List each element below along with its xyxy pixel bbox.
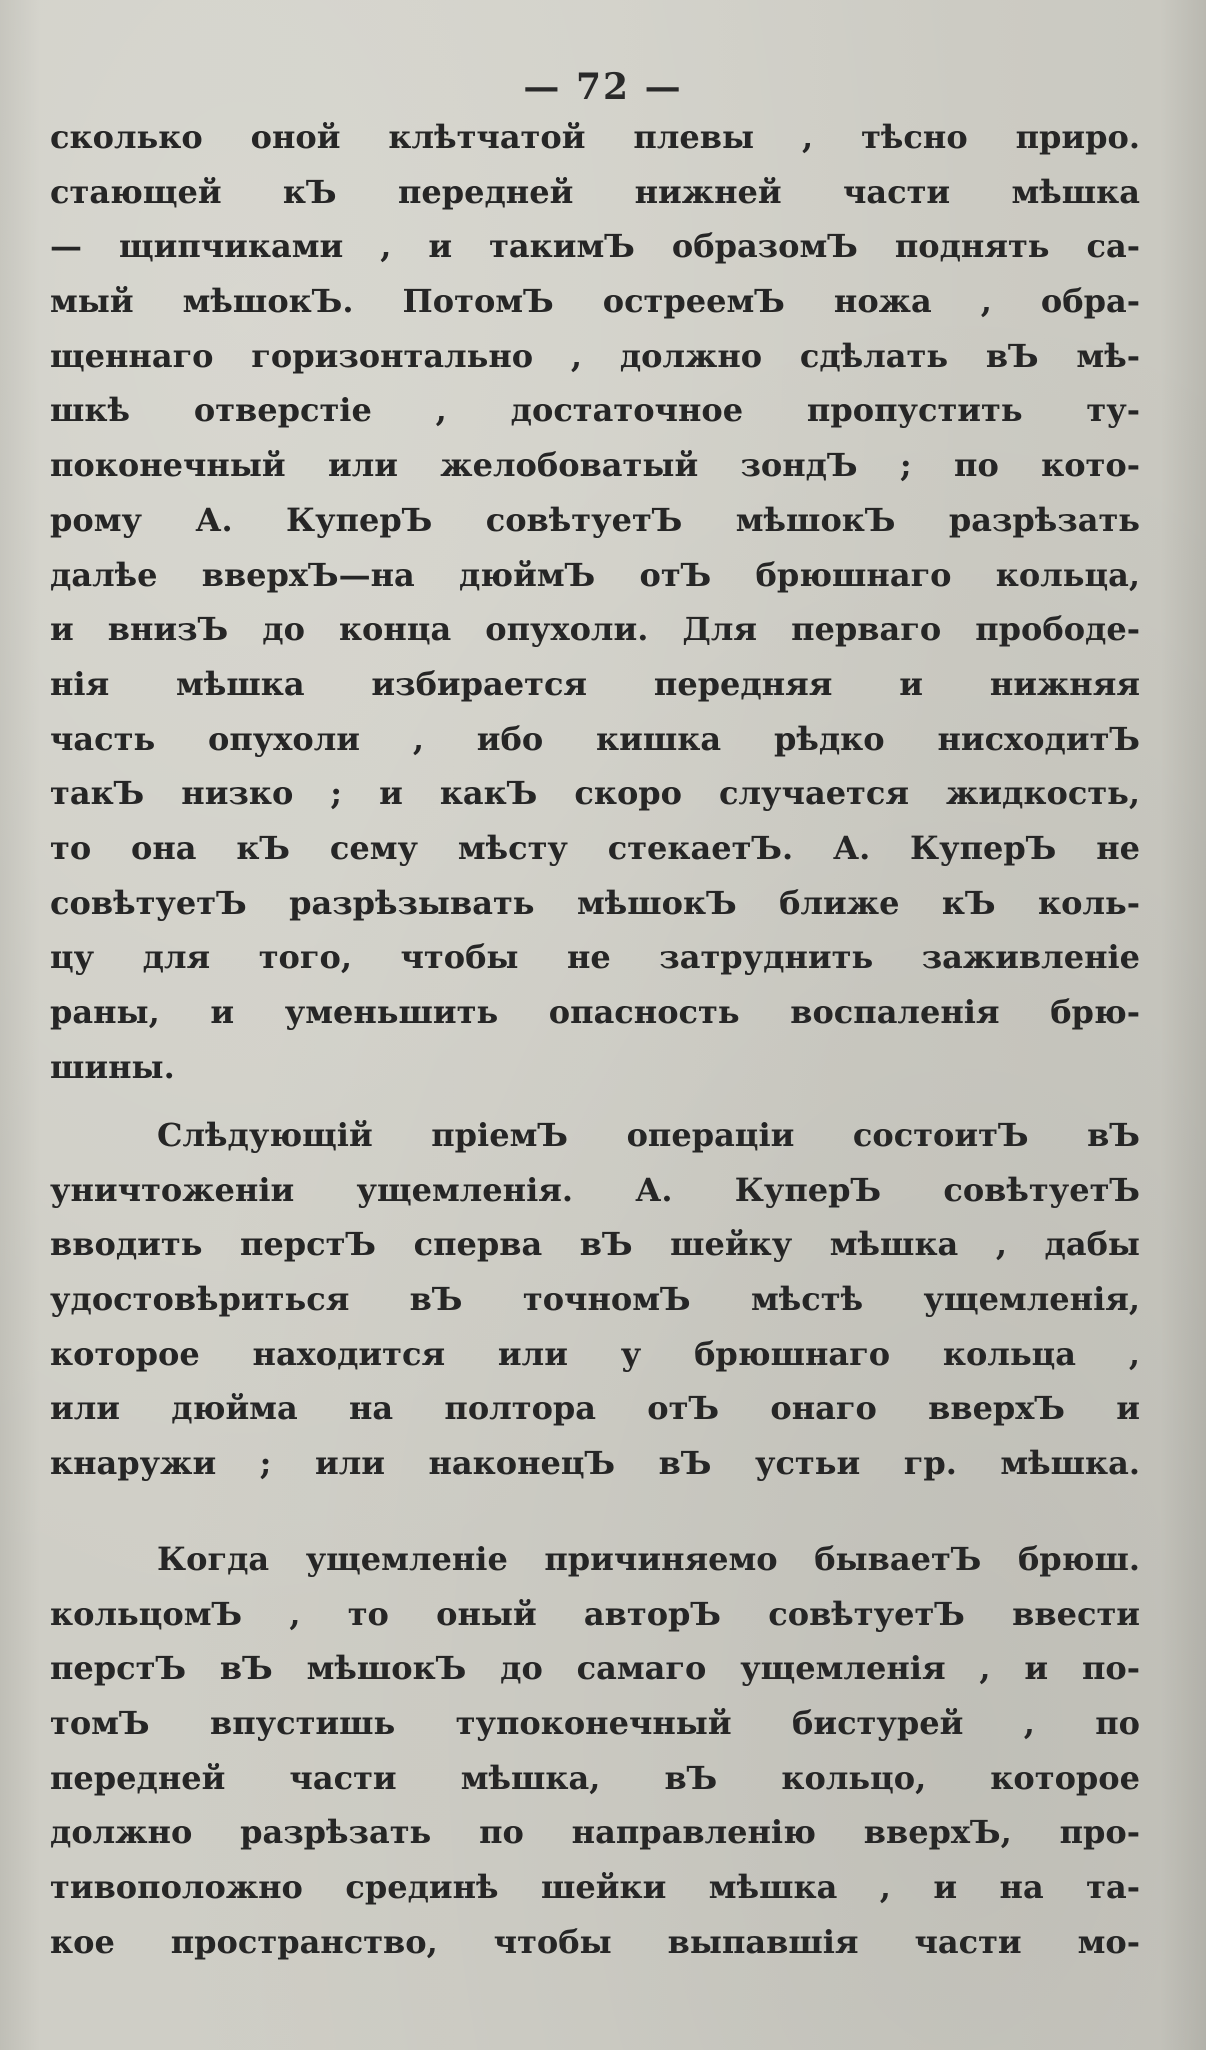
text-line: рому А. КуперЪ совѣтуетЪ мѣшокЪ разрѣзать	[50, 500, 1140, 539]
text-line: удостовѣриться вЪ точномЪ мѣстѣ ущемленія,	[50, 1280, 1140, 1319]
text-line: часть опухоли , ибо кишка рѣдко нисходитЪ	[50, 719, 1140, 758]
text-line: должно разрѣзать по направленію вверхЪ, про-	[50, 1813, 1140, 1852]
text-line: сколько оной клѣтчатой плевы , тѣсно приро.	[50, 118, 1140, 156]
text-line: далѣе вверхЪ—на дюймЪ отЪ брюшнаго кольца,	[50, 555, 1140, 594]
text-line: шины.	[50, 1047, 175, 1086]
text-line: такЪ низко ; и какЪ скоро случается жидкость,	[50, 774, 1140, 813]
text-line: нія мѣшка избирается передняя и нижняя	[50, 664, 1140, 703]
text-line: томЪ впустишь тупоконечный бистурей , по	[50, 1704, 1140, 1743]
text-line: мый мѣшокЪ. ПотомЪ остреемЪ ножа , обра-	[50, 282, 1140, 321]
text-line: цу для того, чтобы не затруднить заживленіе	[50, 938, 1140, 977]
text-line: перстЪ вЪ мѣшокЪ до самаго ущемленія , и по-	[50, 1649, 1140, 1688]
text-line: кнаружи ; или наконецЪ вЪ устьи гр. мѣшка.	[50, 1444, 1140, 1483]
paragraph-1	[50, 110, 1140, 1094]
text-line: — щипчиками , и такимЪ образомЪ поднять са-	[50, 227, 1140, 266]
text-line: стающей кЪ передней нижней части мѣшка	[50, 172, 1140, 211]
text-line: Когда ущемленіе причиняемо бываетЪ брюш.	[157, 1540, 1140, 1578]
text-line: совѣтуетЪ разрѣзывать мѣшокЪ ближе кЪ коль-	[50, 883, 1140, 922]
paragraph-2	[50, 1108, 1140, 1491]
text-line: кольцомЪ , то оный авторЪ совѣтуетЪ ввести	[50, 1594, 1140, 1633]
text-line: тивоположно срединѣ шейки мѣшка , и на та-	[50, 1868, 1140, 1907]
text-line: щеннаго горизонтально , должно сдѣлать вЪ мѣ-	[50, 336, 1140, 375]
text-line: передней части мѣшка, вЪ кольцо, которое	[50, 1758, 1140, 1797]
text-line: которое находится или у брюшнаго кольца ,	[50, 1334, 1140, 1373]
text-line: шкѣ отверстіе , достаточное пропустить ту-	[50, 391, 1140, 430]
text-line: вводить перстЪ сперва вЪ шейку мѣшка , дабы	[50, 1225, 1140, 1264]
paragraph-3	[50, 1532, 1140, 1970]
text-line: кое пространство, чтобы выпавшія части мо-	[50, 1922, 1140, 1961]
text-line: раны, и уменьшить опасность воспаленія брю-	[50, 993, 1140, 1031]
text-line: уничтоженіи ущемленія. А. КуперЪ совѣтуетЪ	[50, 1170, 1140, 1209]
text-line: поконечный или желобоватый зондЪ ; по кото-	[50, 446, 1140, 485]
text-line: и внизЪ до конца опухоли. Для перваго прободе-	[50, 610, 1140, 649]
page-number: — 72 —	[523, 66, 683, 108]
text-line: или дюйма на полтора отЪ онаго вверхЪ и	[50, 1389, 1140, 1428]
text-line: то она кЪ сему мѣсту стекаетЪ. А. КуперЪ не	[50, 828, 1140, 867]
text-line: Слѣдующій пріемЪ операціи состоитЪ вЪ	[157, 1116, 1140, 1154]
